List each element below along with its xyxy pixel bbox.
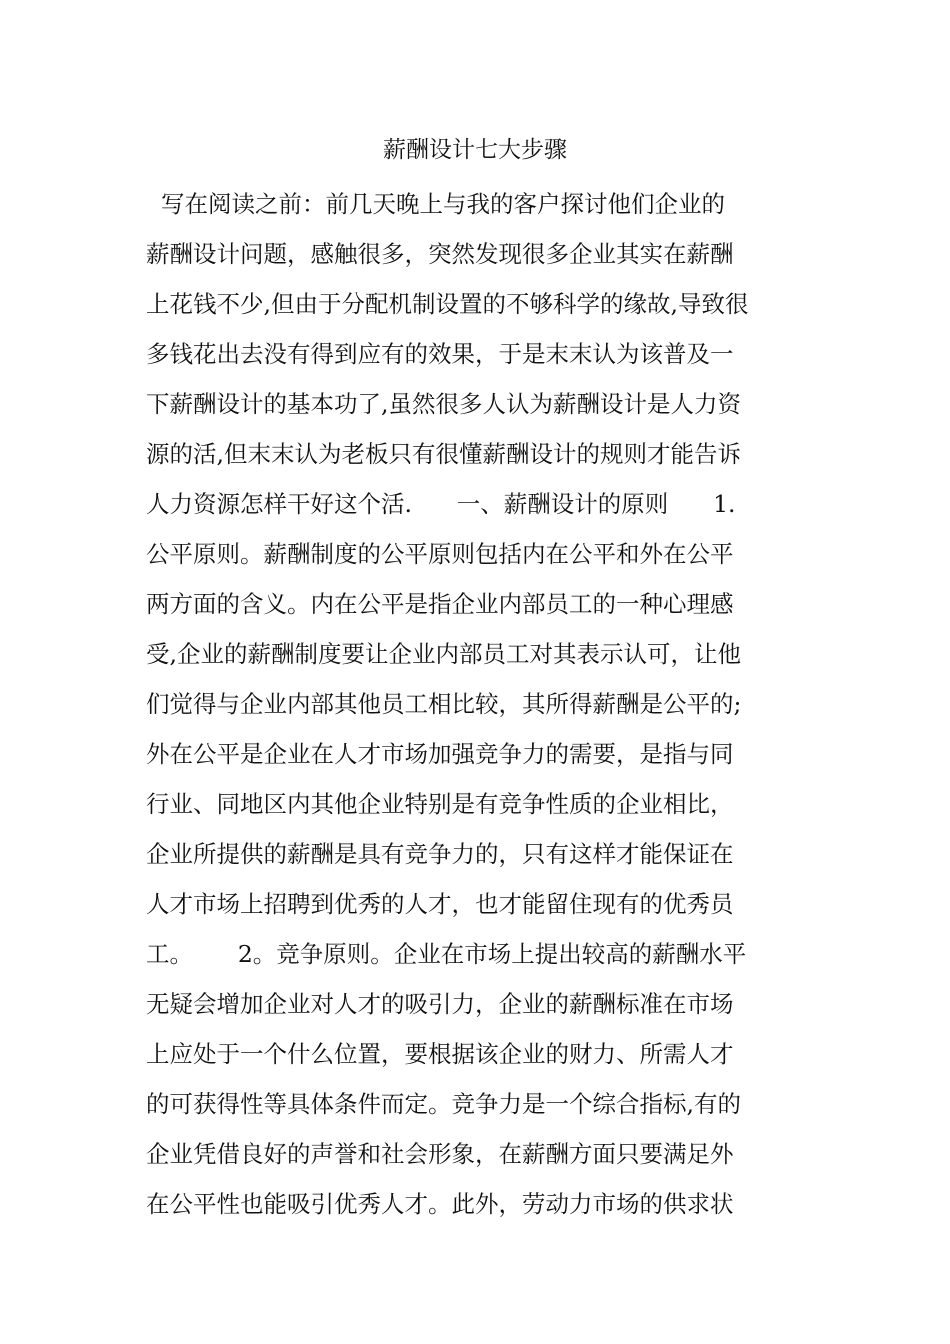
text-line: 人才市场上招聘到优秀的人才，也才能留住现有的优秀员 (146, 890, 734, 918)
text-line: 人力资源怎样干好这个活. 一、薪酬设计的原则 1. (146, 490, 736, 518)
body-text (146, 179, 806, 1229)
text-line: 受,企业的薪酬制度要让企业内部员工对其表示认可，让他 (146, 640, 741, 668)
text-line: 企业所提供的薪酬是具有竞争力的，只有这样才能保证在 (146, 840, 734, 868)
page-title: 薪酬设计七大步骤 (383, 137, 567, 163)
text-line: 上应处于一个什么位置，要根据该企业的财力、所需人才 (146, 1040, 734, 1068)
text-line: 两方面的含义。内在公平是指企业内部员工的一种心理感 (146, 590, 734, 618)
text-line: 多钱花出去没有得到应有的效果，于是末末认为该普及一 (146, 340, 734, 368)
text-line: 下薪酬设计的基本功了,虽然很多人认为薪酬设计是人力资 (146, 390, 741, 418)
text-line: 在公平性也能吸引优秀人才。此外，劳动力市场的供求状 (146, 1190, 734, 1218)
text-line: 上花钱不少,但由于分配机制设置的不够科学的缘故,导致很 (146, 290, 749, 318)
text-line: 薪酬设计问题，感触很多，突然发现很多企业其实在薪酬 (146, 240, 734, 268)
text-line: 源的活,但末末认为老板只有很懂薪酬设计的规则才能告诉 (146, 440, 741, 468)
text-line: 企业凭借良好的声誉和社会形象，在薪酬方面只要满足外 (146, 1140, 734, 1168)
text-line: 的可获得性等具体条件而定。竞争力是一个综合指标,有的 (146, 1090, 741, 1118)
text-line: 无疑会增加企业对人才的吸引力，企业的薪酬标准在市场 (146, 990, 734, 1018)
text-line: 外在公平是企业在人才市场加强竞争力的需要，是指与同 (146, 740, 734, 768)
text-line: 公平原则。薪酬制度的公平原则包括内在公平和外在公平 (146, 540, 734, 568)
text-line: 们觉得与企业内部其他员工相比较，其所得薪酬是公平的; (146, 690, 742, 718)
text-line: 行业、同地区内其他企业特别是有竞争性质的企业相比， (146, 790, 734, 818)
text-line: 工。 2。竞争原则。企业在市场上提出较高的薪酬水平 (146, 940, 747, 968)
text-line: 写在阅读之前：前几天晚上与我的客户探讨他们企业的 (146, 190, 725, 218)
